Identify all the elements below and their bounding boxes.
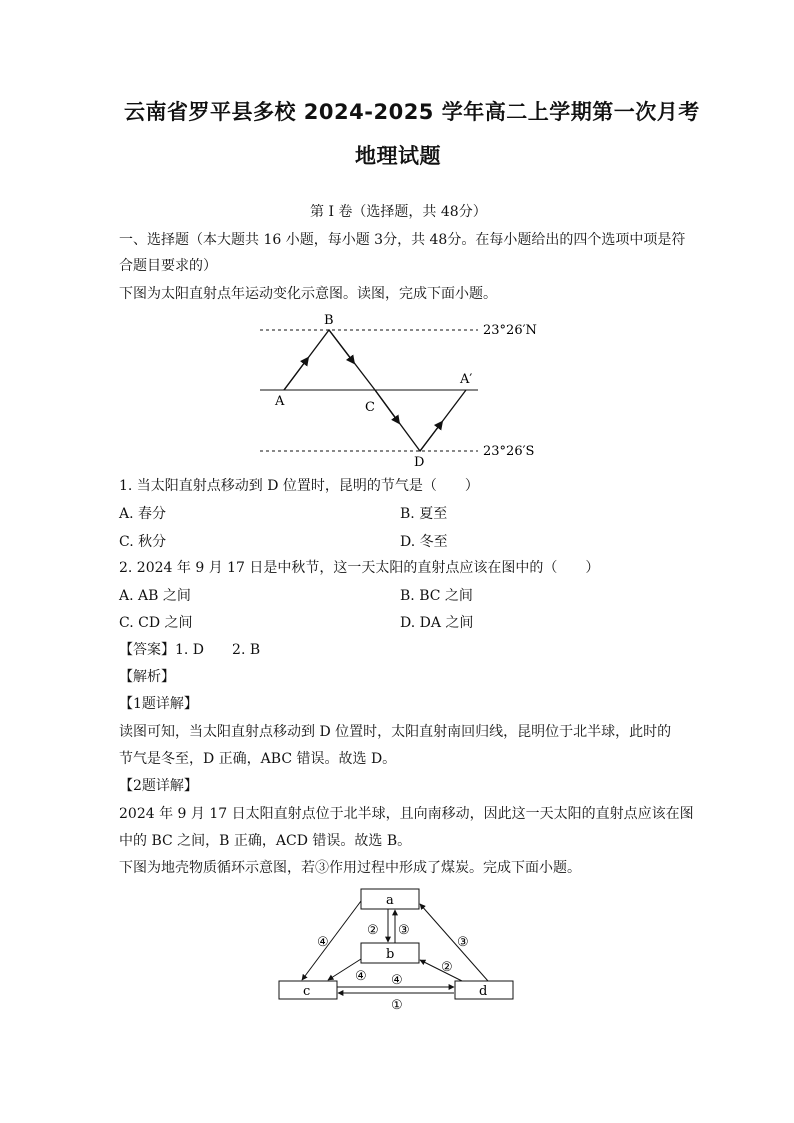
question-1-option-d: D. 冬至 [400,534,448,550]
label-d: D [414,455,425,470]
num-4-left: ④ [317,935,329,950]
label-tropic-north: 23°26′N [483,323,537,338]
question-2-option-c: C. CD 之间 [119,615,193,631]
detail-2-line-2: 中的 BC 之间，B 正确，ACD 错误。故选 B。 [119,833,412,849]
arrow-cd [375,390,399,423]
label-tropic-south: 23°26′S [483,444,535,459]
question-1-option-c: C. 秋分 [119,534,167,550]
arrow-ab [284,358,308,390]
detail-1-heading: 【1题详解】 [119,696,198,712]
arrow-d-to-a [420,904,488,981]
num-1-bottom: ① [391,998,403,1013]
document-subtitle: 地理试题 [355,144,441,168]
instructions-line-2: 合题目要求的） [119,258,217,274]
group1-intro: 下图为太阳直射点年运动变化示意图。读图，完成下面小题。 [119,286,497,302]
num-4-mid: ④ [391,973,403,988]
num-3-mid: ③ [398,923,410,938]
answer-line: 【答案】1. D 2. B [119,642,261,658]
num-3-right: ③ [457,935,469,950]
detail-2-line-1: 2024 年 9 月 17 日太阳直射点位于北半球，且向南移动，因此这一天太阳的直射点应该在图 [119,806,694,822]
group2-intro: 下图为地壳物质循环示意图，若③作用过程中形成了煤炭。完成下面小题。 [119,860,581,876]
question-2-option-a: A. AB 之间 [119,588,191,604]
num-2-right: ② [441,960,453,975]
arrow-bc [329,330,354,363]
box-c-label: c [303,984,311,999]
sun-movement-diagram [250,310,550,470]
crust-cycle-diagram [270,885,530,1015]
label-b: B [324,313,334,328]
label-a: A [275,394,285,409]
document-title: 云南省罗平县多校 2024-2025 学年高二上学期第一次月考 [124,100,700,124]
question-1-option-a: A. 春分 [119,506,167,522]
instructions-line-1: 一、选择题（本大题共 16 小题，每小题 3分，共 48分。在每小题给出的四个选项中项是符 [119,232,686,248]
label-c: C [365,400,375,415]
num-4-b: ④ [355,969,367,984]
num-2-left: ② [367,923,379,938]
question-1-stem: 1. 当太阳直射点移动到 D 位置时，昆明的节气是（ ） [119,478,479,494]
label-a-prime: A′ [460,372,473,387]
arrow-da [420,422,442,451]
box-d-label: d [479,984,488,999]
question-2-stem: 2. 2024 年 9 月 17 日是中秋节，这一天太阳的直射点应该在图中的（ ） [119,560,600,576]
question-2-option-d: D. DA 之间 [400,615,474,631]
detail-2-heading: 【2题详解】 [119,778,198,794]
detail-1-line-2: 节气是冬至，D 正确，ABC 错误。故选 D。 [119,751,397,767]
box-b-label: b [386,947,395,962]
box-a-label: a [386,893,394,908]
arrow-a-to-c [302,901,361,980]
question-2-option-b: B. BC 之间 [400,588,473,604]
detail-1-line-1: 读图可知，当太阳直射点移动到 D 位置时，太阳直射南回归线，昆明位于北半球，此时的 [119,724,672,740]
question-1-option-b: B. 夏至 [400,506,448,522]
volume-heading: 第 I 卷（选择题，共 48分） [310,204,487,220]
analysis-heading: 【解析】 [119,669,175,685]
